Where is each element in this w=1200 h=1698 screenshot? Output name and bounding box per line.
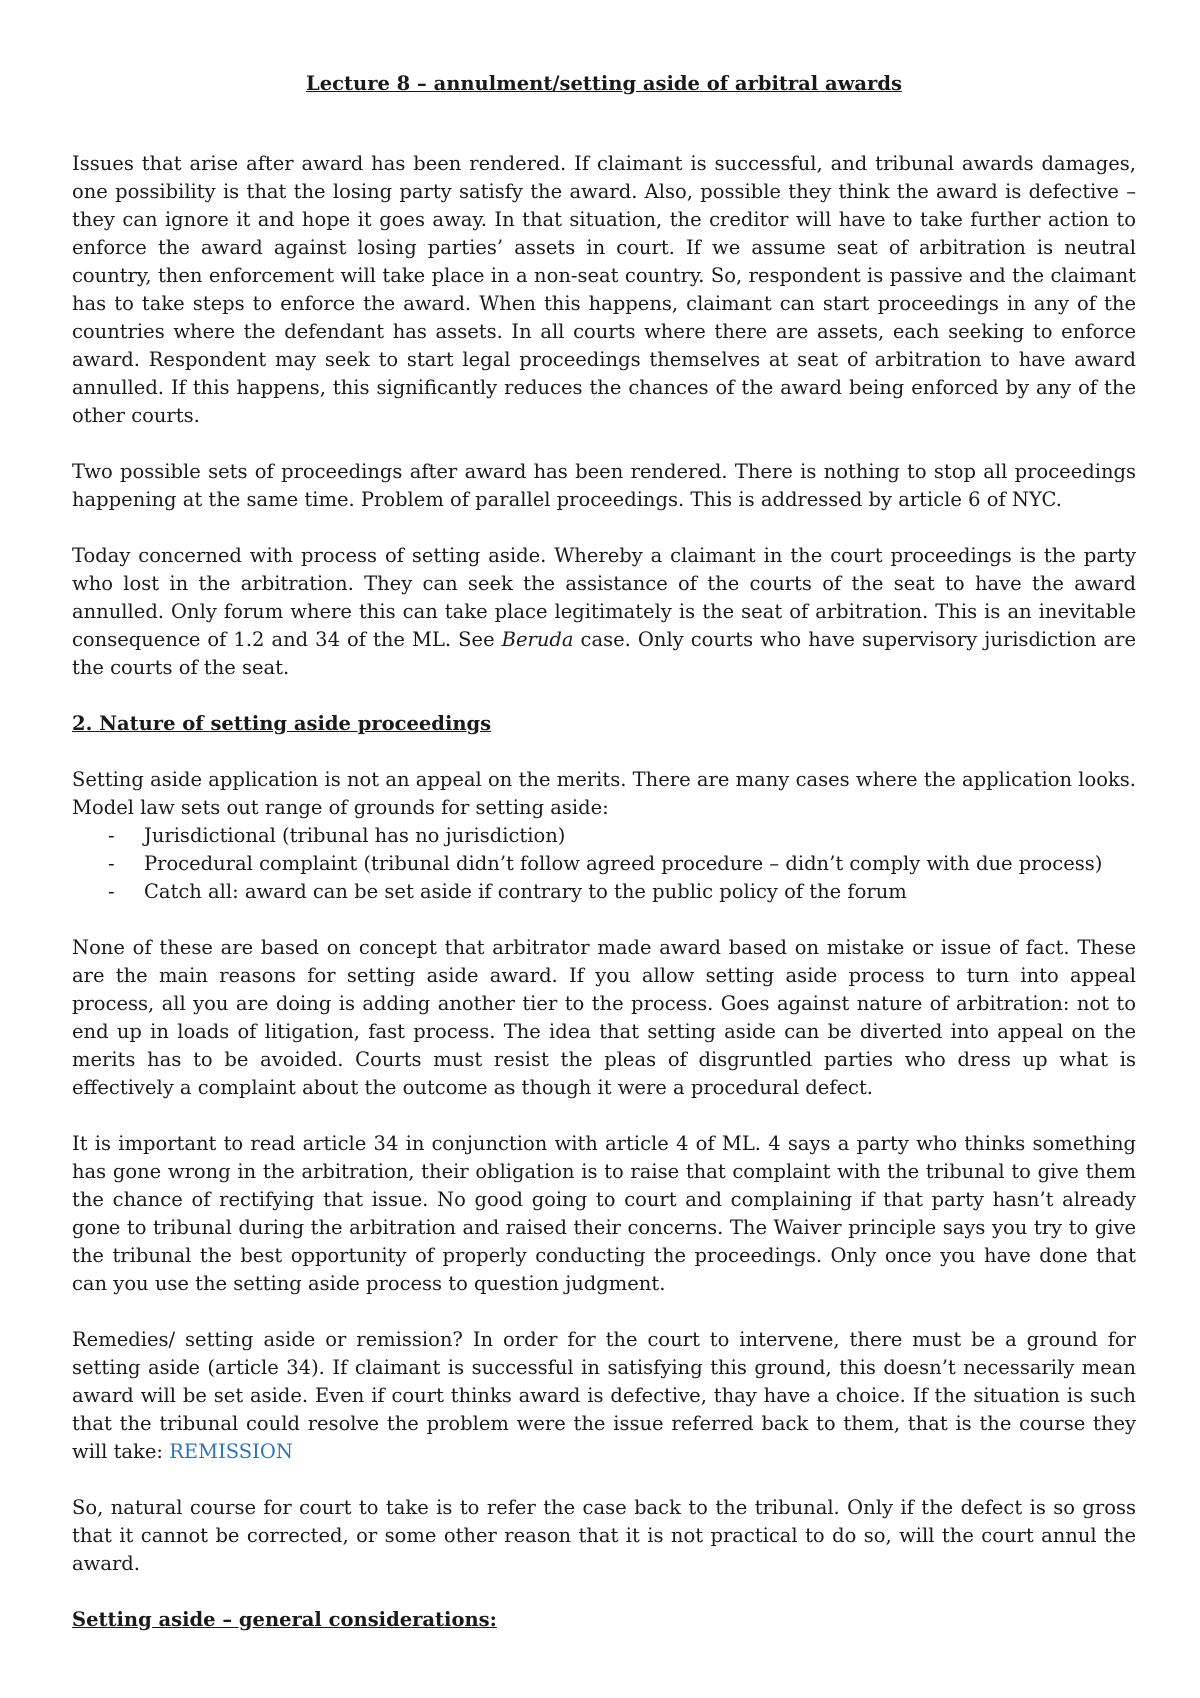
mistake-paragraph: None of these are based on concept that arbitrator made award based on mistake or issue of fact. These are the main reasons for setting aside award. If you allow setting aside process to turn into appeal process, all you are doing is adding another tier to the process. Goes against nature of arbitration: not to end up in loads of litigation, fast process. The idea that setting aside can be diverted into appeal on the merits has to be avoided. Courts must resist the pleas of disgruntled parties who dress up what is effectively a complaint about the outcome as though it were a procedural defect. [72, 936, 1136, 1099]
bullet-dash: - [108, 824, 115, 847]
case-name: Beruda [501, 628, 574, 651]
bullet-dash: - [108, 852, 115, 875]
bullet-dash: - [108, 880, 115, 903]
seat-paragraph [72, 542, 1136, 682]
list-item [72, 878, 1136, 906]
final-paragraph: So, natural course for court to take is to refer the case back to the tribunal. Only if the defect is so gross that it cannot be corrected, or some other reason that it is not practical to do so, will the court annul the award. [72, 1496, 1136, 1575]
remedies-text: Remedies/ setting aside or remission? In order for the court to intervene, there must be a ground for setting aside (article 34). If claimant is successful in satisfying this ground, this doesn’t necessarily mean award will be set aside. Even if court thinks award is defective, thay have a choice. If the situation is such that the tribunal could resolve the problem were the issue referred back to them, that is the course they will take: [72, 1328, 1136, 1463]
list-item [72, 850, 1136, 878]
article-34-paragraph: It is important to read article 34 in conjunction with article 4 of ML. 4 says a party who thinks something has gone wrong in the arbitration, their obligation is to raise that complaint with the tribunal to give them the chance of rectifying that issue. No good going to court and complaining if that party hasn’t already gone to tribunal during the arbitration and raised their concerns. The Waiver principle says you try to give the tribunal the best opportunity of properly conducting the proceedings. Only once you have done that can you use the setting aside process to question judgment. [72, 1132, 1136, 1295]
intro-paragraph-1: Issues that arise after award has been rendered. If claimant is successful, and tribunal awards damages, one possibility is that the losing party satisfy the award. Also, possible they think the award is defective – they can ignore it and hope it goes away. In that situation, the creditor will have to take further action to enforce the award against losing parties’ assets in court. If we assume seat of arbitration is neutral country, then enforcement will take place in a non-seat country. So, respondent is passive and the claimant has to take steps to enforce the award. When this happens, claimant can start proceedings in any of the countries where the defendant has assets. In all courts where there are assets, each seeking to enforce award. Respondent may seek to start legal proceedings themselves at seat of arbitration to have award annulled. If this happens, this significantly reduces the chances of the award being enforced by any of the other courts. [72, 152, 1136, 427]
section-heading-nature: 2. Nature of setting aside proceedings [72, 712, 492, 735]
list-item-text: Procedural complaint (tribunal didn’t follow agreed procedure – didn’t comply with due process) [144, 852, 1103, 875]
section-heading-general-considerations: Setting aside – general considerations: [72, 1608, 497, 1631]
list-item-text: Catch all: award can be set aside if contrary to the public policy of the forum [144, 880, 907, 903]
document-page [72, 70, 1136, 1662]
grounds-intro: Setting aside application is not an appeal on the merits. There are many cases where the application looks. Model law sets out range of grounds for setting aside: [72, 768, 1136, 819]
lecture-title: Lecture 8 – annulment/setting aside of arbitral awards [306, 72, 902, 95]
grounds-list [72, 822, 1136, 906]
list-item-text: Jurisdictional (tribunal has no jurisdiction) [144, 824, 566, 847]
remedies-paragraph [72, 1326, 1136, 1466]
seat-paragraph-tail: case. Only courts who have supervisory jurisdiction are the courts of the seat. [72, 628, 1136, 679]
list-item [72, 822, 1136, 850]
seat-paragraph-text: Today concerned with process of setting aside. Whereby a claimant in the court proceedings is the party who lost in the arbitration. They can seek the assistance of the courts of the seat to have the award annulled. Only forum where this can take place legitimately is the seat of arbitration. This is an inevitable consequence of 1.2 and 34 of the ML. See [72, 544, 1136, 651]
remission-link[interactable]: REMISSION [169, 1440, 293, 1463]
intro-paragraph-2: Two possible sets of proceedings after award has been rendered. There is nothing to stop all proceedings happening at the same time. Problem of parallel proceedings. This is addressed by article 6 of NYC. [72, 460, 1136, 511]
